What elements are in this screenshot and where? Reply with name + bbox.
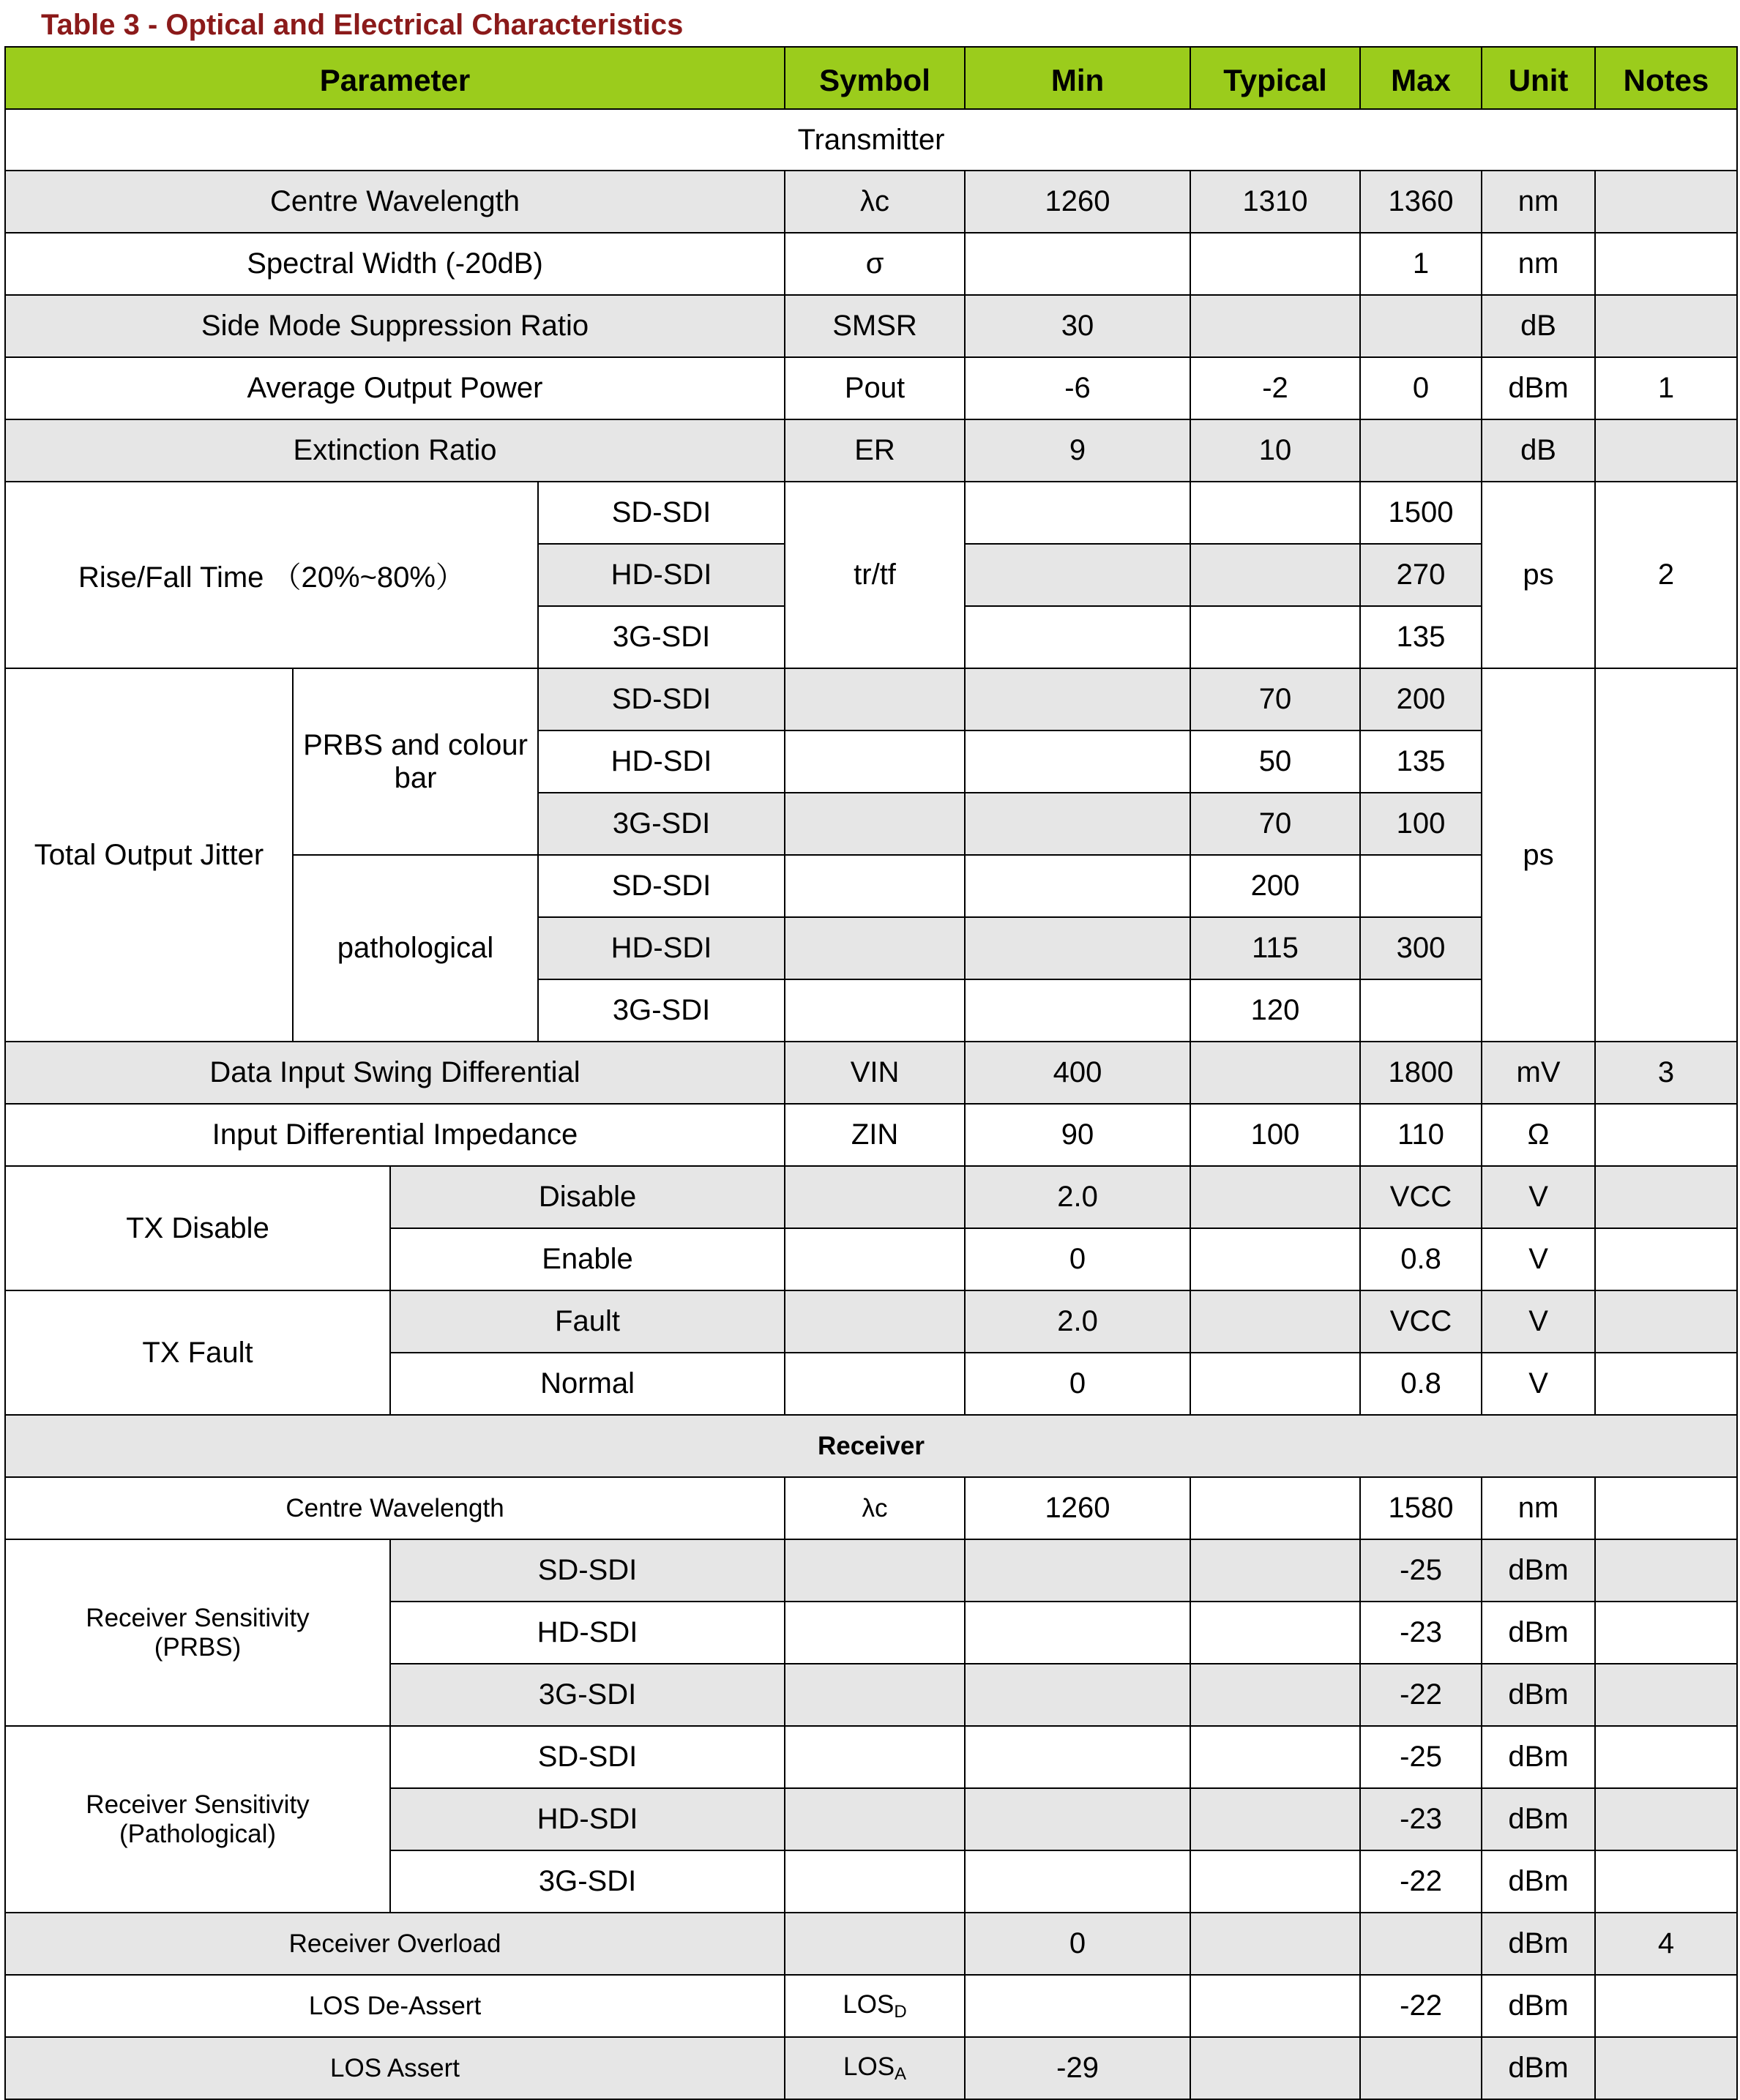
min-cell <box>965 668 1190 730</box>
table-row <box>5 1913 1737 1975</box>
param-cell: Average Output Power <box>5 357 785 419</box>
max-cell: VCC <box>1360 1290 1482 1353</box>
notes-cell <box>1595 1166 1737 1228</box>
notes-cell <box>1595 419 1737 482</box>
typ-cell <box>1190 1477 1360 1539</box>
notes-cell <box>1595 171 1737 233</box>
max-cell: -23 <box>1360 1602 1482 1664</box>
param-cell: LOS De-Assert <box>5 1975 785 2037</box>
mode-cell: SD-SDI <box>538 855 785 917</box>
param-cell: Input Differential Impedance <box>5 1104 785 1166</box>
param-cell: Data Input Swing Differential <box>5 1042 785 1104</box>
col-header-unit: Unit <box>1482 47 1595 109</box>
unit-cell: dB <box>1482 419 1595 482</box>
max-cell <box>1360 2037 1482 2099</box>
symbol-cell: λc <box>785 171 965 233</box>
typ-cell <box>1190 233 1360 295</box>
unit-cell: Ω <box>1482 1104 1595 1166</box>
table-row <box>5 295 1737 357</box>
typ-cell <box>1190 1290 1360 1353</box>
notes-cell: 1 <box>1595 357 1737 419</box>
header-row <box>5 47 1737 109</box>
notes-cell <box>1595 2037 1737 2099</box>
typ-cell <box>1190 1850 1360 1913</box>
notes-cell <box>1595 1664 1737 1726</box>
notes-cell <box>1595 1353 1737 1415</box>
notes-cell <box>1595 668 1737 1042</box>
table-row <box>5 1166 1737 1228</box>
subparam-cell: pathological <box>293 855 538 1042</box>
min-cell <box>965 855 1190 917</box>
max-cell: 0.8 <box>1360 1228 1482 1290</box>
mode-cell: 3G-SDI <box>538 793 785 855</box>
state-cell: Normal <box>390 1353 785 1415</box>
max-cell: 135 <box>1360 606 1482 668</box>
col-header-min: Min <box>965 47 1190 109</box>
notes-cell <box>1595 1539 1737 1602</box>
param-cell <box>5 1726 390 1913</box>
state-cell: Disable <box>390 1166 785 1228</box>
min-cell: 0 <box>965 1228 1190 1290</box>
symbol-cell: σ <box>785 233 965 295</box>
notes-cell <box>1595 1228 1737 1290</box>
max-cell: -25 <box>1360 1726 1482 1788</box>
max-cell: 0.8 <box>1360 1353 1482 1415</box>
min-cell <box>965 1664 1190 1726</box>
typ-cell <box>1190 1539 1360 1602</box>
max-cell: 200 <box>1360 668 1482 730</box>
symbol-cell <box>785 1228 965 1290</box>
col-header-notes: Notes <box>1595 47 1737 109</box>
unit-cell: nm <box>1482 233 1595 295</box>
max-cell: 110 <box>1360 1104 1482 1166</box>
col-header-parameter: Parameter <box>5 47 785 109</box>
typ-cell <box>1190 295 1360 357</box>
unit-cell: nm <box>1482 1477 1595 1539</box>
param-line-1: Receiver Sensitivity <box>86 1603 310 1632</box>
min-cell: 90 <box>965 1104 1190 1166</box>
table-row <box>5 668 1737 730</box>
typ-cell <box>1190 1042 1360 1104</box>
mode-cell: 3G-SDI <box>538 606 785 668</box>
symbol-cell <box>785 1353 965 1415</box>
param-cell: Spectral Width (-20dB) <box>5 233 785 295</box>
mode-cell: SD-SDI <box>538 668 785 730</box>
max-cell: -23 <box>1360 1788 1482 1850</box>
notes-cell <box>1595 233 1737 295</box>
param-cell <box>5 1539 390 1726</box>
max-cell: 100 <box>1360 793 1482 855</box>
typ-cell <box>1190 606 1360 668</box>
mode-cell: SD-SDI <box>390 1539 785 1602</box>
symbol-cell: tr/tf <box>785 482 965 668</box>
min-cell <box>965 979 1190 1042</box>
unit-cell: dBm <box>1482 1664 1595 1726</box>
symbol-cell <box>785 1788 965 1850</box>
symbol-cell <box>785 1913 965 1975</box>
min-cell <box>965 917 1190 979</box>
notes-cell <box>1595 1290 1737 1353</box>
typ-cell: 200 <box>1190 855 1360 917</box>
typ-cell <box>1190 2037 1360 2099</box>
typ-cell <box>1190 1228 1360 1290</box>
unit-cell: V <box>1482 1228 1595 1290</box>
typ-cell <box>1190 1913 1360 1975</box>
table-title: Table 3 - Optical and Electrical Characteristics <box>41 9 684 41</box>
notes-cell <box>1595 295 1737 357</box>
symbol-cell <box>785 1664 965 1726</box>
min-cell <box>965 233 1190 295</box>
table-row <box>5 171 1737 233</box>
unit-cell: nm <box>1482 171 1595 233</box>
typ-cell <box>1190 1726 1360 1788</box>
max-cell: 0 <box>1360 357 1482 419</box>
typ-cell <box>1190 482 1360 544</box>
symbol-cell <box>785 1975 965 2037</box>
typ-cell <box>1190 1664 1360 1726</box>
mode-cell: HD-SDI <box>538 544 785 606</box>
notes-cell <box>1595 1850 1737 1913</box>
param-cell: LOS Assert <box>5 2037 785 2099</box>
min-cell: 2.0 <box>965 1290 1190 1353</box>
unit-cell: dBm <box>1482 357 1595 419</box>
symbol-cell: VIN <box>785 1042 965 1104</box>
typ-cell: 70 <box>1190 668 1360 730</box>
symbol-cell <box>785 730 965 793</box>
min-cell <box>965 1602 1190 1664</box>
col-header-max: Max <box>1360 47 1482 109</box>
max-cell: -25 <box>1360 1539 1482 1602</box>
typ-cell <box>1190 1602 1360 1664</box>
param-line-2: (PRBS) <box>154 1632 242 1662</box>
unit-cell: ps <box>1482 668 1595 1042</box>
min-cell: 2.0 <box>965 1166 1190 1228</box>
param-cell: Centre Wavelength <box>5 171 785 233</box>
mode-cell: 3G-SDI <box>390 1850 785 1913</box>
col-header-symbol: Symbol <box>785 47 965 109</box>
table-row <box>5 1042 1737 1104</box>
mode-cell: HD-SDI <box>390 1602 785 1664</box>
max-cell: 135 <box>1360 730 1482 793</box>
symbol-cell: SMSR <box>785 295 965 357</box>
table-row <box>5 1104 1737 1166</box>
param-line-2: (Pathological) <box>119 1819 276 1848</box>
unit-cell: V <box>1482 1166 1595 1228</box>
max-cell: -22 <box>1360 1975 1482 2037</box>
col-header-typical: Typical <box>1190 47 1360 109</box>
symbol-cell <box>785 917 965 979</box>
symbol-cell <box>785 1850 965 1913</box>
symbol-cell <box>785 1290 965 1353</box>
unit-cell: ps <box>1482 482 1595 668</box>
table-row <box>5 233 1737 295</box>
unit-cell: dBm <box>1482 1913 1595 1975</box>
symbol-cell <box>785 979 965 1042</box>
symbol-cell: ZIN <box>785 1104 965 1166</box>
table-row <box>5 357 1737 419</box>
min-cell: 1260 <box>965 171 1190 233</box>
notes-cell <box>1595 1975 1737 2037</box>
typ-cell: 1310 <box>1190 171 1360 233</box>
param-cell: Receiver Overload <box>5 1913 785 1975</box>
table-row <box>5 1290 1737 1353</box>
table-row <box>5 482 1737 544</box>
min-cell <box>965 544 1190 606</box>
max-cell <box>1360 979 1482 1042</box>
max-cell: -22 <box>1360 1664 1482 1726</box>
max-cell: 1 <box>1360 233 1482 295</box>
table-row <box>5 1539 1737 1602</box>
notes-cell: 3 <box>1595 1042 1737 1104</box>
section-row-transmitter <box>5 109 1737 171</box>
symbol-cell: Pout <box>785 357 965 419</box>
unit-cell: V <box>1482 1353 1595 1415</box>
mode-cell: HD-SDI <box>538 730 785 793</box>
min-cell: 9 <box>965 419 1190 482</box>
symbol-subscript: D <box>894 2001 907 2022</box>
symbol-cell <box>785 1726 965 1788</box>
max-cell <box>1360 1913 1482 1975</box>
typ-cell: 50 <box>1190 730 1360 793</box>
typ-cell: 100 <box>1190 1104 1360 1166</box>
min-cell <box>965 1850 1190 1913</box>
symbol-cell <box>785 1539 965 1602</box>
unit-cell: dB <box>1482 295 1595 357</box>
param-cell: Rise/Fall Time （20%~80%） <box>5 482 538 668</box>
min-cell: 30 <box>965 295 1190 357</box>
typ-cell: 10 <box>1190 419 1360 482</box>
max-cell: 1580 <box>1360 1477 1482 1539</box>
table-row <box>5 2037 1737 2099</box>
min-cell: 0 <box>965 1913 1190 1975</box>
min-cell: 1260 <box>965 1477 1190 1539</box>
param-cell: TX Disable <box>5 1166 390 1290</box>
unit-cell: dBm <box>1482 1850 1595 1913</box>
symbol-main: LOS <box>843 1989 895 2019</box>
unit-cell: dBm <box>1482 1602 1595 1664</box>
min-cell <box>965 1726 1190 1788</box>
typ-cell: 115 <box>1190 917 1360 979</box>
max-cell: VCC <box>1360 1166 1482 1228</box>
symbol-cell <box>785 855 965 917</box>
min-cell: -29 <box>965 2037 1190 2099</box>
param-cell: TX Fault <box>5 1290 390 1415</box>
unit-cell: dBm <box>1482 2037 1595 2099</box>
typ-cell <box>1190 1166 1360 1228</box>
min-cell <box>965 793 1190 855</box>
min-cell: -6 <box>965 357 1190 419</box>
min-cell <box>965 1975 1190 2037</box>
notes-cell <box>1595 1602 1737 1664</box>
symbol-cell: ER <box>785 419 965 482</box>
param-cell: Centre Wavelength <box>5 1477 785 1539</box>
param-cell: Total Output Jitter <box>5 668 293 1042</box>
min-cell <box>965 606 1190 668</box>
symbol-subscript: A <box>895 2063 907 2084</box>
mode-cell: HD-SDI <box>538 917 785 979</box>
section-receiver: Receiver <box>5 1415 1737 1477</box>
max-cell <box>1360 419 1482 482</box>
symbol-main: LOS <box>843 2052 895 2081</box>
typ-cell: 70 <box>1190 793 1360 855</box>
max-cell: 1500 <box>1360 482 1482 544</box>
state-cell: Fault <box>390 1290 785 1353</box>
param-cell: Extinction Ratio <box>5 419 785 482</box>
notes-cell <box>1595 1726 1737 1788</box>
unit-cell: mV <box>1482 1042 1595 1104</box>
notes-cell <box>1595 1477 1737 1539</box>
typ-cell <box>1190 1975 1360 2037</box>
table-row <box>5 419 1737 482</box>
unit-cell: dBm <box>1482 1788 1595 1850</box>
subparam-cell: PRBS and colour bar <box>293 668 538 855</box>
min-cell <box>965 730 1190 793</box>
table-row <box>5 1477 1737 1539</box>
unit-cell: V <box>1482 1290 1595 1353</box>
notes-cell <box>1595 1788 1737 1850</box>
notes-cell: 4 <box>1595 1913 1737 1975</box>
symbol-cell <box>785 668 965 730</box>
notes-cell <box>1595 1104 1737 1166</box>
max-cell <box>1360 295 1482 357</box>
max-cell: 300 <box>1360 917 1482 979</box>
symbol-cell <box>785 1602 965 1664</box>
param-line-1: Receiver Sensitivity <box>86 1790 310 1819</box>
symbol-cell <box>785 2037 965 2099</box>
notes-cell: 2 <box>1595 482 1737 668</box>
min-cell: 0 <box>965 1353 1190 1415</box>
table-row <box>5 1975 1737 2037</box>
table-row <box>5 1726 1737 1788</box>
mode-cell: HD-SDI <box>390 1788 785 1850</box>
max-cell <box>1360 855 1482 917</box>
typ-cell <box>1190 544 1360 606</box>
unit-cell: dBm <box>1482 1539 1595 1602</box>
min-cell <box>965 1788 1190 1850</box>
max-cell: 270 <box>1360 544 1482 606</box>
mode-cell: SD-SDI <box>390 1726 785 1788</box>
max-cell: 1360 <box>1360 171 1482 233</box>
section-row-receiver <box>5 1415 1737 1477</box>
symbol-cell: λc <box>785 1477 965 1539</box>
mode-cell: 3G-SDI <box>538 979 785 1042</box>
typ-cell <box>1190 1788 1360 1850</box>
state-cell: Enable <box>390 1228 785 1290</box>
mode-cell: SD-SDI <box>538 482 785 544</box>
typ-cell <box>1190 1353 1360 1415</box>
min-cell <box>965 482 1190 544</box>
mode-cell: 3G-SDI <box>390 1664 785 1726</box>
characteristics-table <box>4 46 1738 2100</box>
symbol-cell <box>785 1166 965 1228</box>
typ-cell: 120 <box>1190 979 1360 1042</box>
param-cell: Side Mode Suppression Ratio <box>5 295 785 357</box>
max-cell: 1800 <box>1360 1042 1482 1104</box>
unit-cell: dBm <box>1482 1975 1595 2037</box>
min-cell <box>965 1539 1190 1602</box>
unit-cell: dBm <box>1482 1726 1595 1788</box>
max-cell: -22 <box>1360 1850 1482 1913</box>
symbol-cell <box>785 793 965 855</box>
typ-cell: -2 <box>1190 357 1360 419</box>
min-cell: 400 <box>965 1042 1190 1104</box>
section-transmitter: Transmitter <box>5 109 1737 171</box>
